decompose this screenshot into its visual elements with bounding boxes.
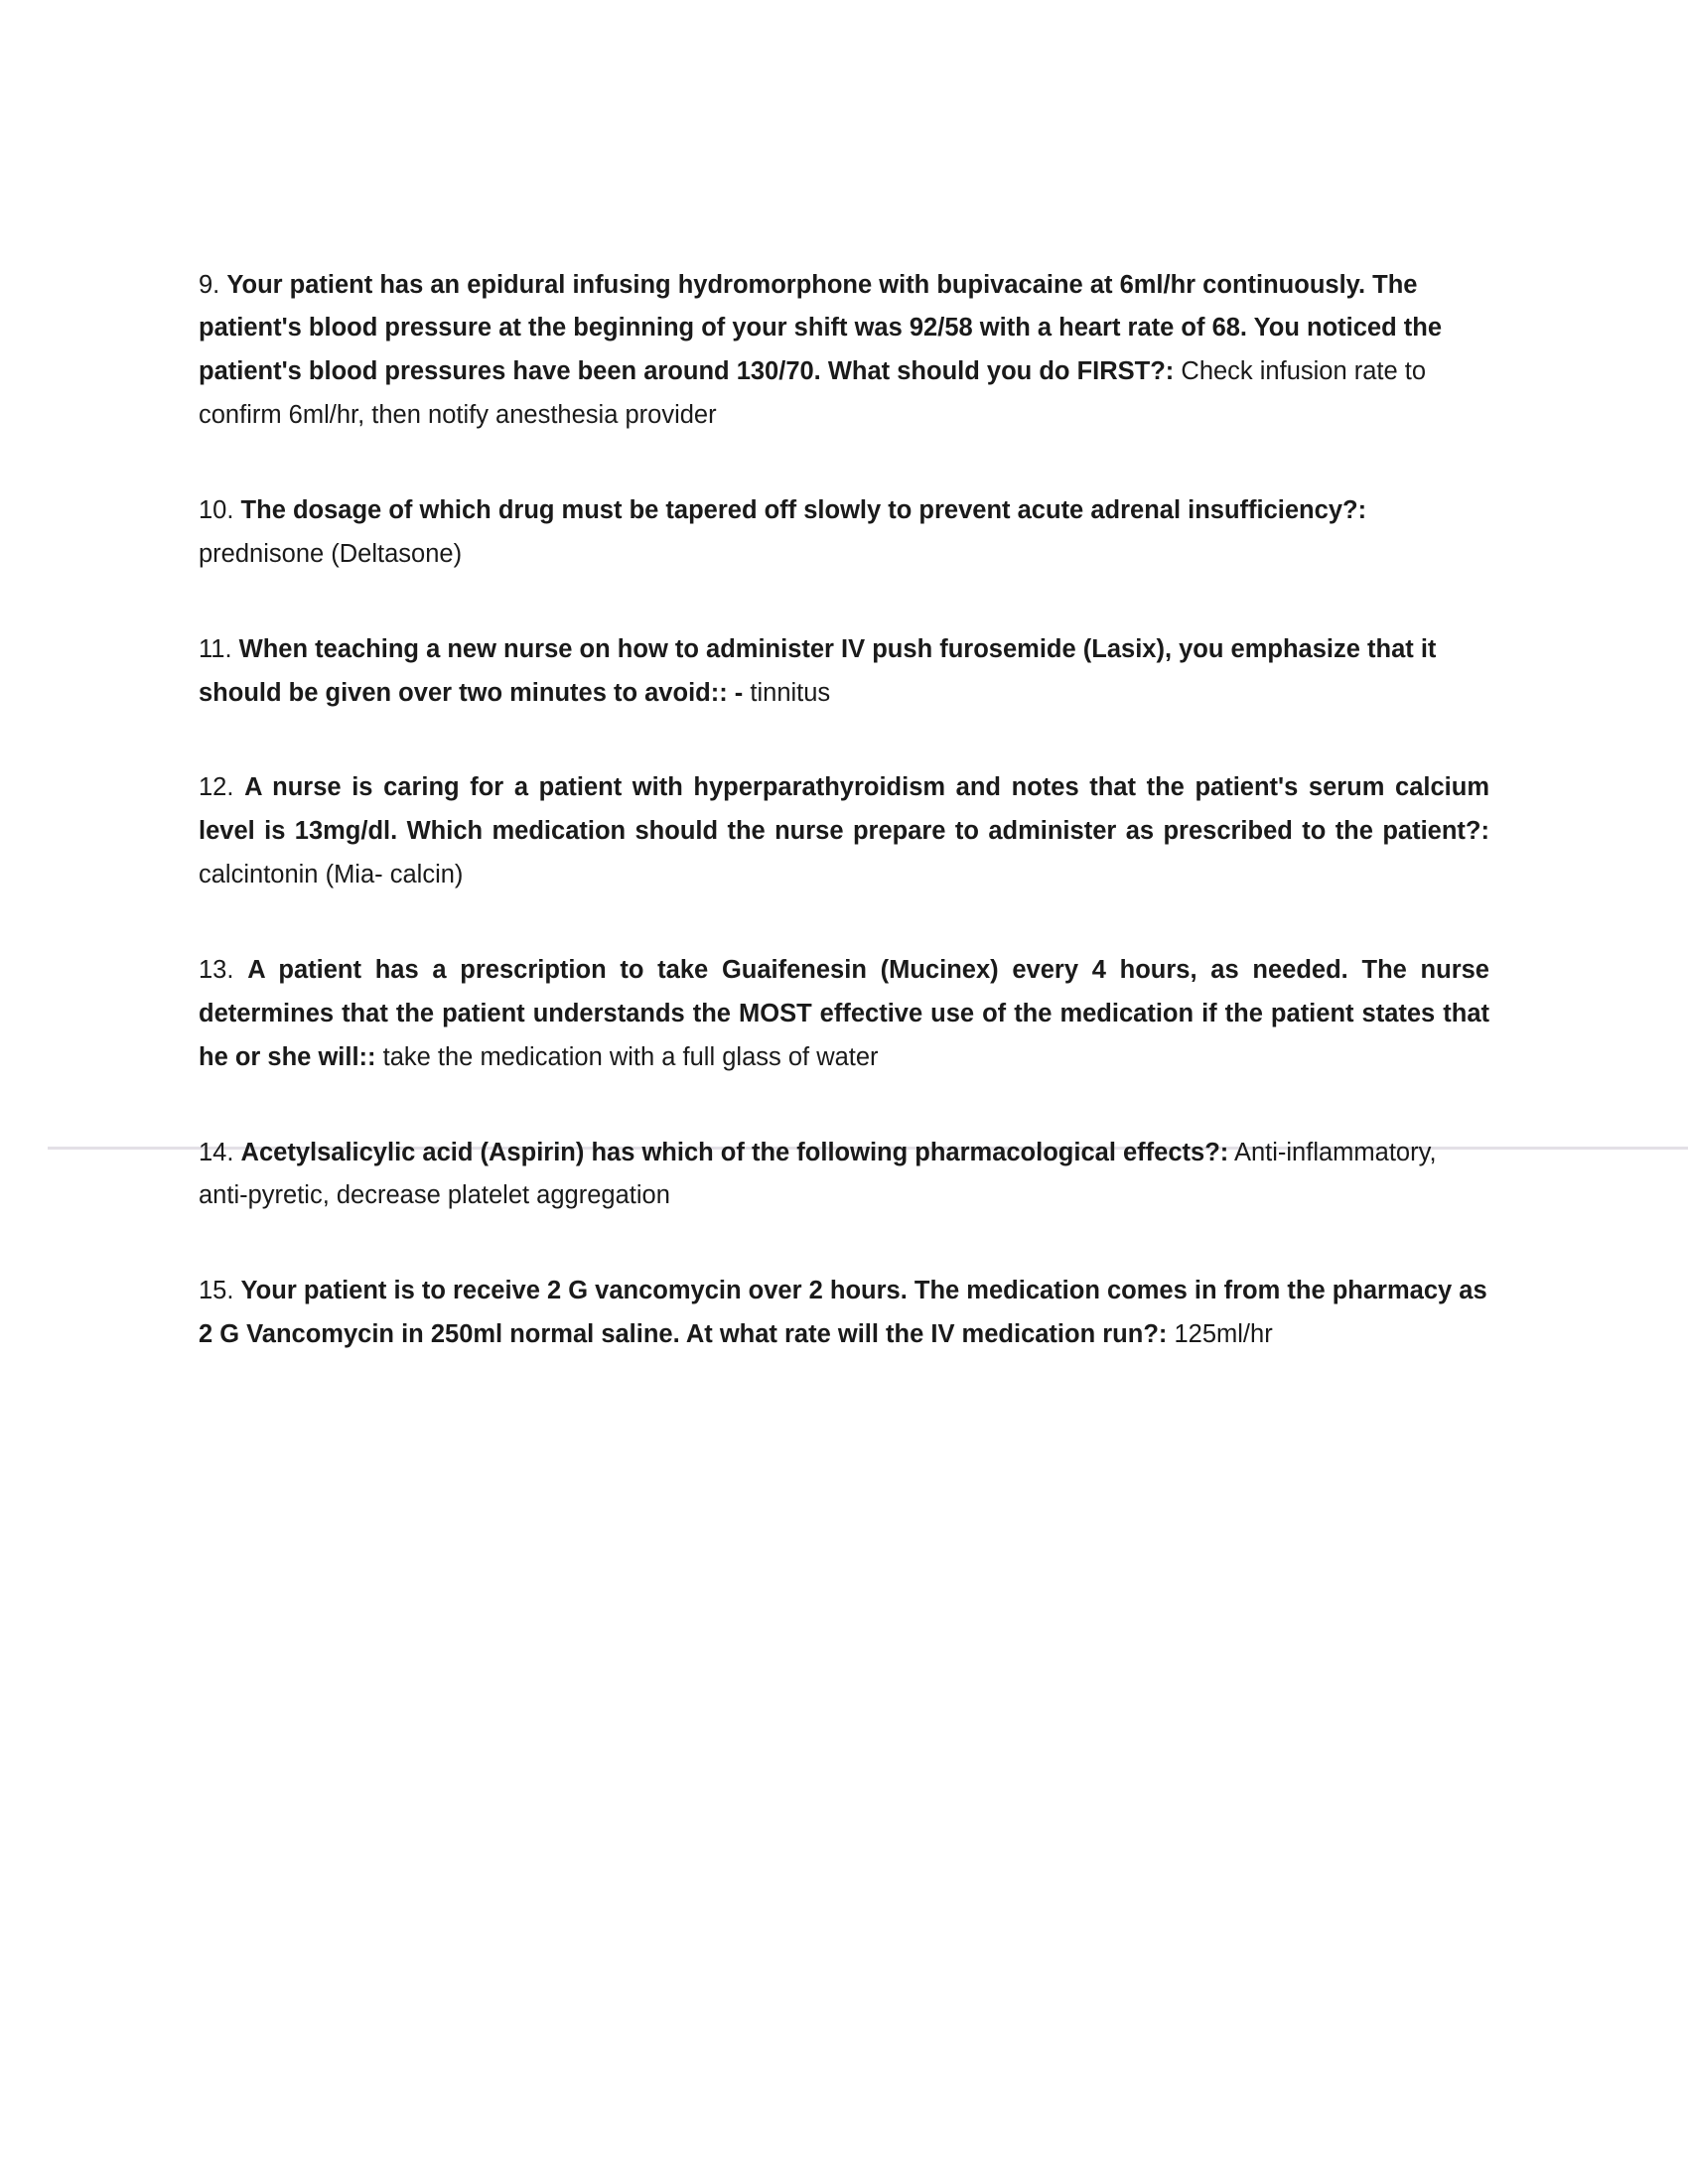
question-number: 10.	[199, 495, 234, 524]
answer-text: 125ml/hr	[1174, 1320, 1273, 1349]
answer-text: Anti-inflammatory, anti-pyretic, decrease platelet aggregation	[199, 1138, 1437, 1210]
answer-text: prednisone (Deltasone)	[199, 539, 463, 568]
question-text: When teaching a new nurse on how to administer IV push furosemide (Lasix), you emphasize that it should be given over two minutes to avoid:: -	[199, 634, 1437, 707]
qa-item-14	[199, 1132, 1489, 1219]
question-text: Your patient is to receive 2 G vancomycin over 2 hours. The medication comes in from the pharmacy as 2 G Vancomycin in 250ml normal saline. At what rate will the IV medication run?:	[199, 1277, 1487, 1349]
question-number: 13.	[199, 955, 234, 984]
qa-item-10	[199, 489, 1489, 577]
question-text: Your patient has an epidural infusing hydromorphone with bupivacaine at 6ml/hr continuously. The patient's blood pressure at the beginning of your shift was 92/58 with a heart rate of 68. You noticed the patient's blood pressures have been around 130/70. What should you do FIRST?:	[199, 270, 1443, 386]
question-number: 15.	[199, 1277, 234, 1305]
question-number: 12.	[199, 773, 234, 802]
question-text: A patient has a prescription to take Guaifenesin (Mucinex) every 4 hours, as needed. The nurse determines that the patient understands the MOST effective use of the medication if the patient states that he or she will::	[199, 955, 1489, 1071]
question-text: Acetylsalicylic acid (Aspirin) has which of the following pharmacological effects?:	[240, 1138, 1229, 1166]
qa-item-13	[199, 949, 1489, 1080]
question-number: 9.	[199, 270, 220, 299]
question-number: 14.	[199, 1138, 234, 1166]
question-number: 11.	[199, 634, 232, 663]
qa-item-15	[199, 1270, 1489, 1357]
answer-text: tinnitus	[750, 678, 831, 707]
qa-item-11	[199, 628, 1489, 716]
qa-item-12	[199, 766, 1489, 897]
qa-item-9	[199, 264, 1489, 438]
answer-text: Check infusion rate to confirm 6ml/hr, then notify anesthesia provider	[199, 357, 1427, 430]
question-text: The dosage of which drug must be tapered off slowly to prevent acute adrenal insufficiency?:	[240, 495, 1367, 524]
question-list	[199, 238, 1489, 1409]
answer-text: take the medication with a full glass of water	[382, 1042, 879, 1071]
question-text: A nurse is caring for a patient with hyperparathyroidism and notes that the patient's serum calcium level is 13mg/dl. Which medication should the nurse prepare to administer as prescribed to the patient?:	[199, 773, 1489, 846]
answer-text: calcintonin (Mia- calcin)	[199, 861, 464, 889]
